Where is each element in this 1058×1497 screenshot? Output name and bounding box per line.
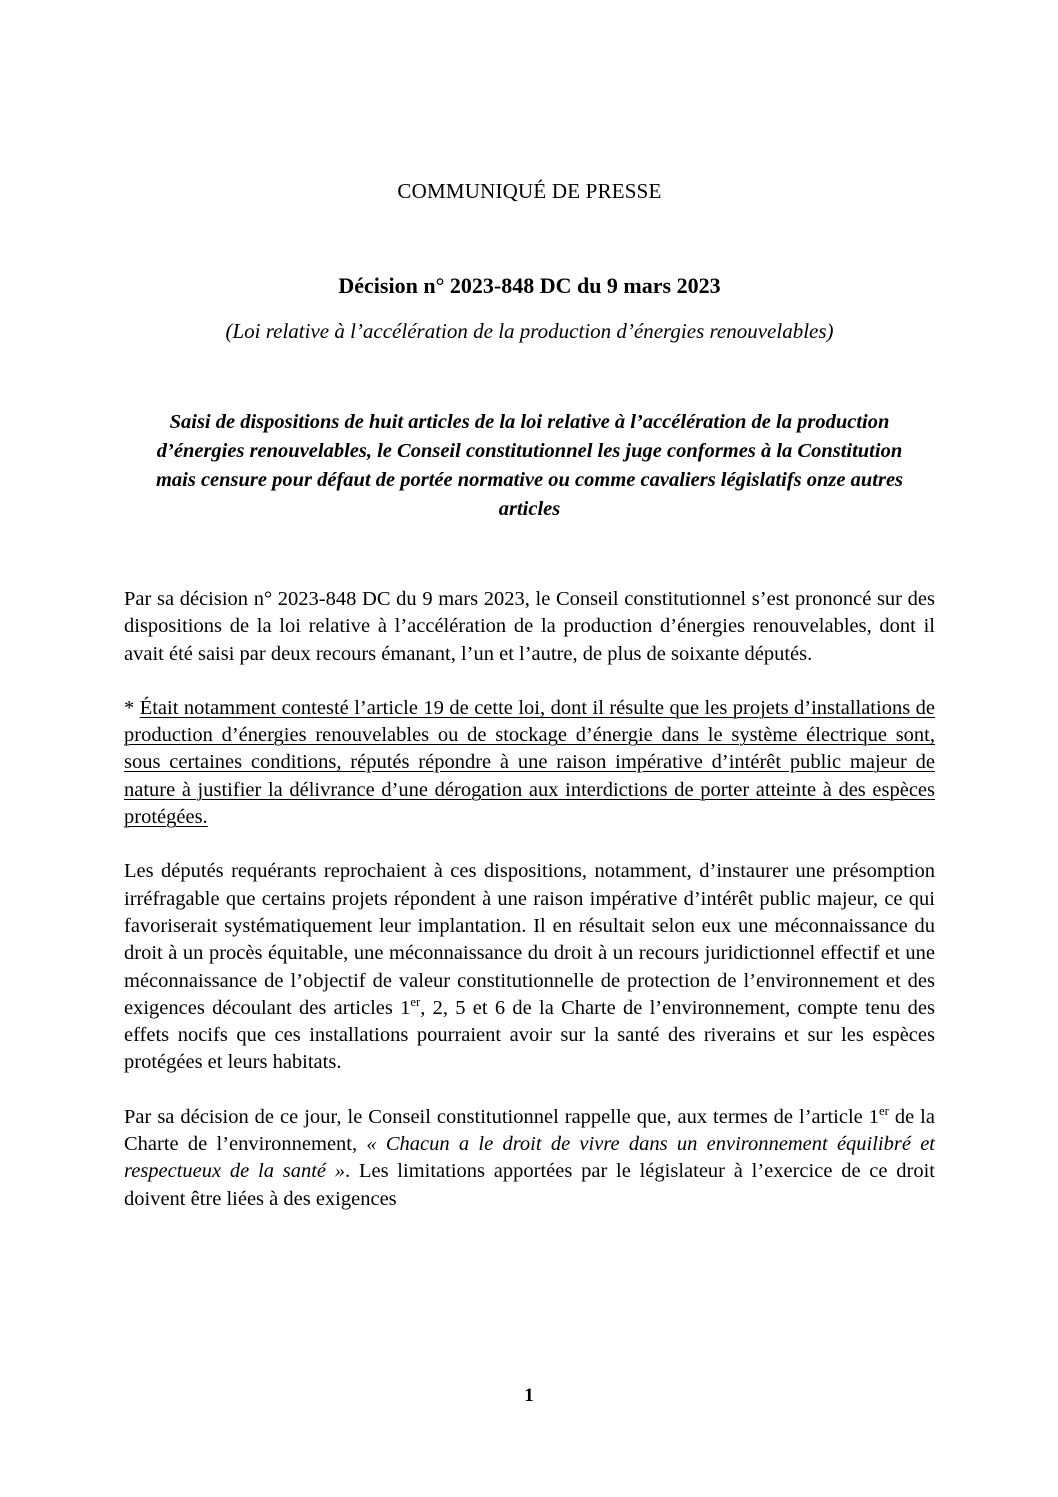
paragraph-council-ruling-part-2: de la Charte de l’environnement, (124, 1105, 935, 1156)
paragraph-deputies-claims (124, 858, 935, 1076)
paragraph-deputies-claims-part-1: Les députés requérants reprochaient à ces dispositions, notamment, d’instaurer une présomption irréfragable que certains projets répondent à une raison impérative d’intérêt public majeur, ce qui favoriserait systématiquement leur implantation. Il en résultait selon eux une méconnaissance du droit à un procès équitable, une méconnaissance du droit à un recours juridictionnel effectif et une méconnaissance de l’objectif de valeur constitutionnelle de protection de l’environnement et des exigences découlant des articles 1 (124, 860, 935, 1019)
decision-summary: Saisi de dispositions de huit articles de la loi relative à l’accélération de la production d’énergies renouvelables, le Conseil constitutionnel les juge conformes à la Constitution mais censure pour défaut de portée normative ou comme cavaliers législatifs onze autres articles (155, 411, 904, 520)
asterisk-marker: * (124, 696, 135, 719)
paragraph-contested-article-text: Était notamment contesté l’article 19 de cette loi, dont il résulte que les projets d’installations de production d’énergies renouvelables ou de stockage d’énergie dans le système électrique sont, sous certaines conditions, réputés répondre à une raison impérative d’intérêt public majeur de nature à justifier la délivrance d’une dérogation aux interdictions de porter atteinte à des espèces protégées. (124, 696, 935, 829)
ordinal-suffix-er: er (878, 1103, 889, 1118)
ordinal-suffix-er: er (410, 995, 421, 1010)
law-subtitle: (Loi relative à l’accélération de la production d’énergies renouvelables) (225, 319, 834, 343)
paragraph-council-ruling (124, 1104, 935, 1213)
paragraph-intro: Par sa décision n° 2023-848 DC du 9 mars 2023, le Conseil constitutionnel s’est prononcé sur des dispositions de la loi relative à l’accélération de la production d’énergies renouvelables, dont il avait été saisi par deux recours émanant, l’un et l’autre, de plus de soixante députés. (124, 588, 935, 665)
page-number: 1 (524, 1385, 534, 1406)
decision-title: Décision n° 2023-848 DC du 9 mars 2023 (338, 273, 721, 298)
paragraph-council-ruling-part-1: Par sa décision de ce jour, le Conseil constitutionnel rappelle que, aux termes de l’article 1 (124, 1105, 879, 1128)
paragraph-council-ruling-part-3: . Les limitations apportées par le législateur à l’exercice de ce droit doivent être liées à des exigences (124, 1160, 935, 1210)
paragraph-deputies-claims-part-2: , 2, 5 et 6 de la Charte de l’environnement, compte tenu des effets nocifs que ces installations pourraient avoir sur la santé des riverains et sur les espèces protégées et leurs habitats. (124, 996, 935, 1074)
press-release-label: COMMUNIQUÉ DE PRESSE (397, 179, 662, 203)
charter-quote: « Chacun a le droit de vivre dans un environnement équilibré et respectueux de la santé » (124, 1133, 935, 1183)
document-content (124, 0, 935, 1213)
document-body (124, 586, 935, 1213)
paragraph-contested-article (124, 695, 935, 831)
